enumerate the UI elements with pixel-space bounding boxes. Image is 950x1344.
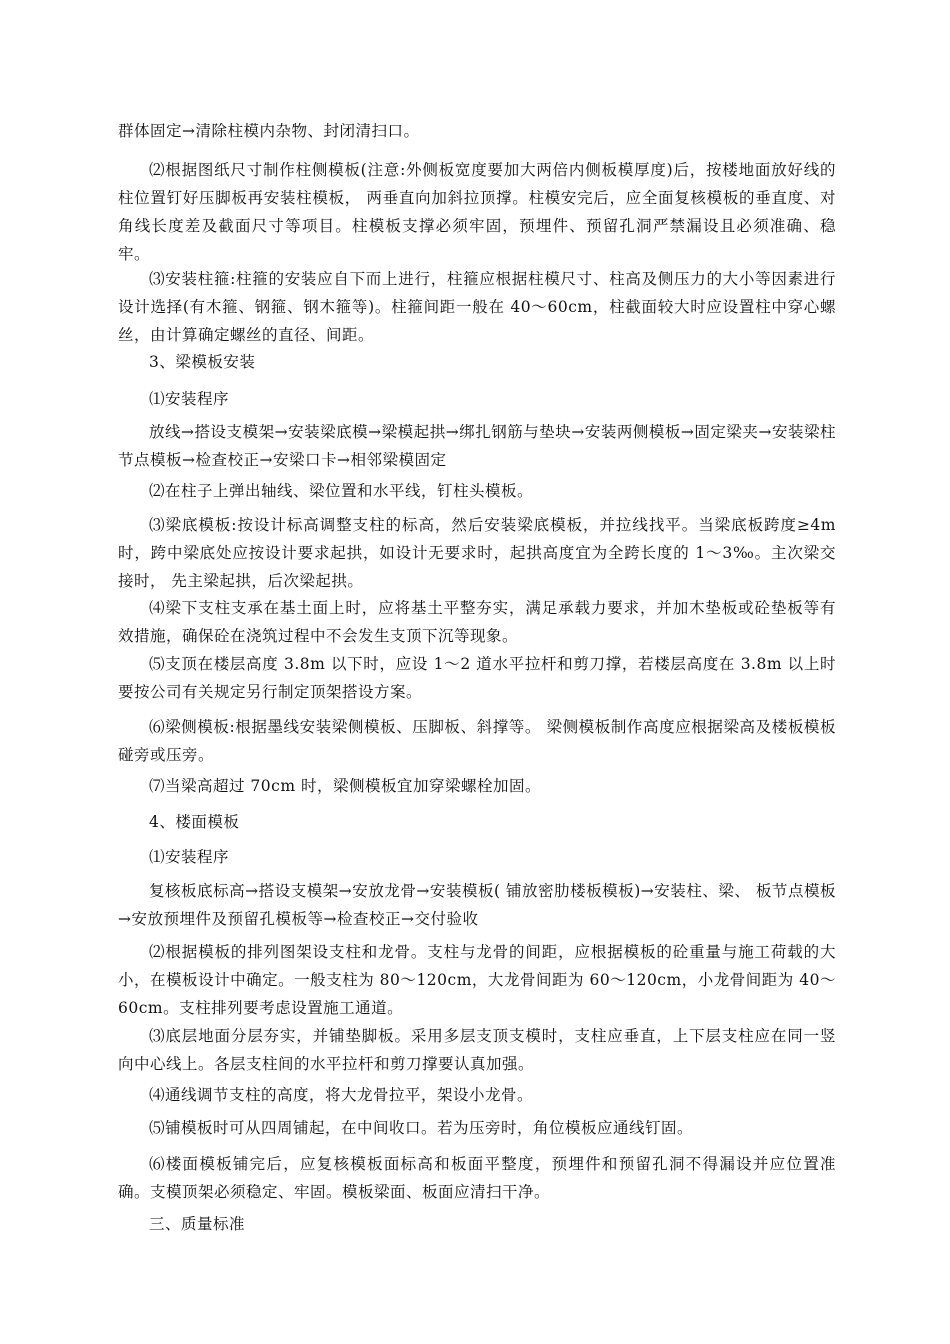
- heading-beam-formwork: 3、梁模板安装: [149, 353, 256, 371]
- paragraph-beam-support-base: ⑷梁下支柱支承在基土面上时，应将基土平整夯实，满足承载力要求，并加木垫板或砼垫板等有效措施，确保砼在浇筑过程中不会发生支顶下沉等现象。: [118, 599, 836, 645]
- paragraph-beam-side-formwork: ⑹梁侧模板:根据墨线安装梁侧模板、压脚板、斜撑等。 梁侧模板制作高度应根据梁高及楼板模板碰旁或压旁。: [118, 718, 836, 764]
- paragraph-laying-formwork: ⑸铺模板时可从四周铺起，在中间收口。若为压旁时，角位模板应通线钉固。: [149, 1119, 694, 1137]
- paragraph-beam-bolts: ⑺当梁高超过 70cm 时，梁侧模板宜加穿梁螺栓加固。: [149, 777, 541, 795]
- paragraph-beam-procedure-steps: 放线→搭设支模架→安装梁底模→梁模起拱→绑扎钢筋与垫块→安装两侧模板→固定梁夹→安装梁柱节点模板→检查校正→安梁口卡→相邻梁模固定: [118, 423, 836, 469]
- paragraph-adjust-support-height: ⑷通线调节支柱的高度，将大龙骨拉平，架设小龙骨。: [149, 1086, 534, 1104]
- heading-floor-formwork: 4、楼面模板: [149, 813, 240, 831]
- paragraph-support-height: ⑸支顶在楼层高度 3.8m 以下时，应设 1～2 道水平拉杆和剪刀撑，若楼层高度在 3.8m 以上时要按公司有关规定另行制定顶架搭设方案。: [118, 655, 836, 701]
- paragraph-beam-bottom-formwork: ⑶梁底模板:按设计标高调整支柱的标高，然后安装梁底模板，并拉线找平。当梁底板跨度≥4m 时，跨中梁底处应按设计要求起拱，如设计无要求时，起拱高度宜为全跨长度的 1～3‰。主次梁交接时， 先主梁起拱，后次梁起拱。: [118, 516, 836, 590]
- paragraph-ground-compaction: ⑶底层地面分层夯实，并铺垫脚板。采用多层支顶支模时，支柱应垂直，上下层支柱应在同一竖向中心线上。各层支柱间的水平拉杆和剪刀撑要认真加强。: [118, 1027, 836, 1073]
- paragraph-column-hoops: ⑶安装柱箍:柱箍的安装应自下而上进行，柱箍应根据柱模尺寸、柱高及侧压力的大小等因素进行设计选择(有木箍、钢箍、钢木箍等)。柱箍间距一般在 40～60cm，柱截面较大时应设置柱中穿心螺丝，由计算确定螺丝的直径、间距。: [118, 270, 836, 344]
- paragraph-floor-supports-keels: ⑵根据模板的排列图架设支柱和龙骨。支柱与龙骨的间距，应根据模板的砼重量与施工荷载的大小，在模板设计中确定。一般支柱为 80～120cm，大龙骨间距为 60～120cm，小龙骨间距为 40～60cm。支柱排列要考虑设置施工通道。: [118, 943, 836, 1017]
- paragraph-beam-axis-lines: ⑵在柱子上弹出轴线、梁位置和水平线，钉柱头模板。: [149, 482, 534, 500]
- heading-quality-standards: 三、质量标准: [149, 1215, 246, 1233]
- paragraph-column-side-formwork: ⑵根据图纸尺寸制作柱侧模板(注意:外侧板宽度要加大两倍内侧板模厚度)后，按楼地面放好线的柱位置钉好压脚板再安装柱模板， 两垂直向加斜拉顶撑。柱模安完后，应全面复核模板的垂直度、对角线长度差及截面尺寸等项目。柱模板支撑必须牢固，预埋件、预留孔洞严禁漏设且必须准确、稳牢。: [118, 161, 836, 263]
- paragraph-floor-formwork-check: ⑹楼面模板铺完后，应复核模板面标高和板面平整度，预埋件和预留孔洞不得漏设并应位置准确。支模顶架必须稳定、牢固。模板梁面、板面应清扫干净。: [118, 1155, 836, 1201]
- paragraph-floor-procedure-steps: 复核板底标高→搭设支模架→安放龙骨→安装模板( 铺放密肋楼板模板)→安装柱、梁、 板节点模板→安放预埋件及预留孔模板等→检查校正→交付验收: [118, 882, 836, 928]
- heading-floor-procedure: ⑴安装程序: [149, 848, 230, 866]
- heading-beam-procedure: ⑴安装程序: [149, 390, 230, 408]
- paragraph-column-fixing: 群体固定→清除柱模内杂物、封闭清扫口。: [118, 122, 420, 140]
